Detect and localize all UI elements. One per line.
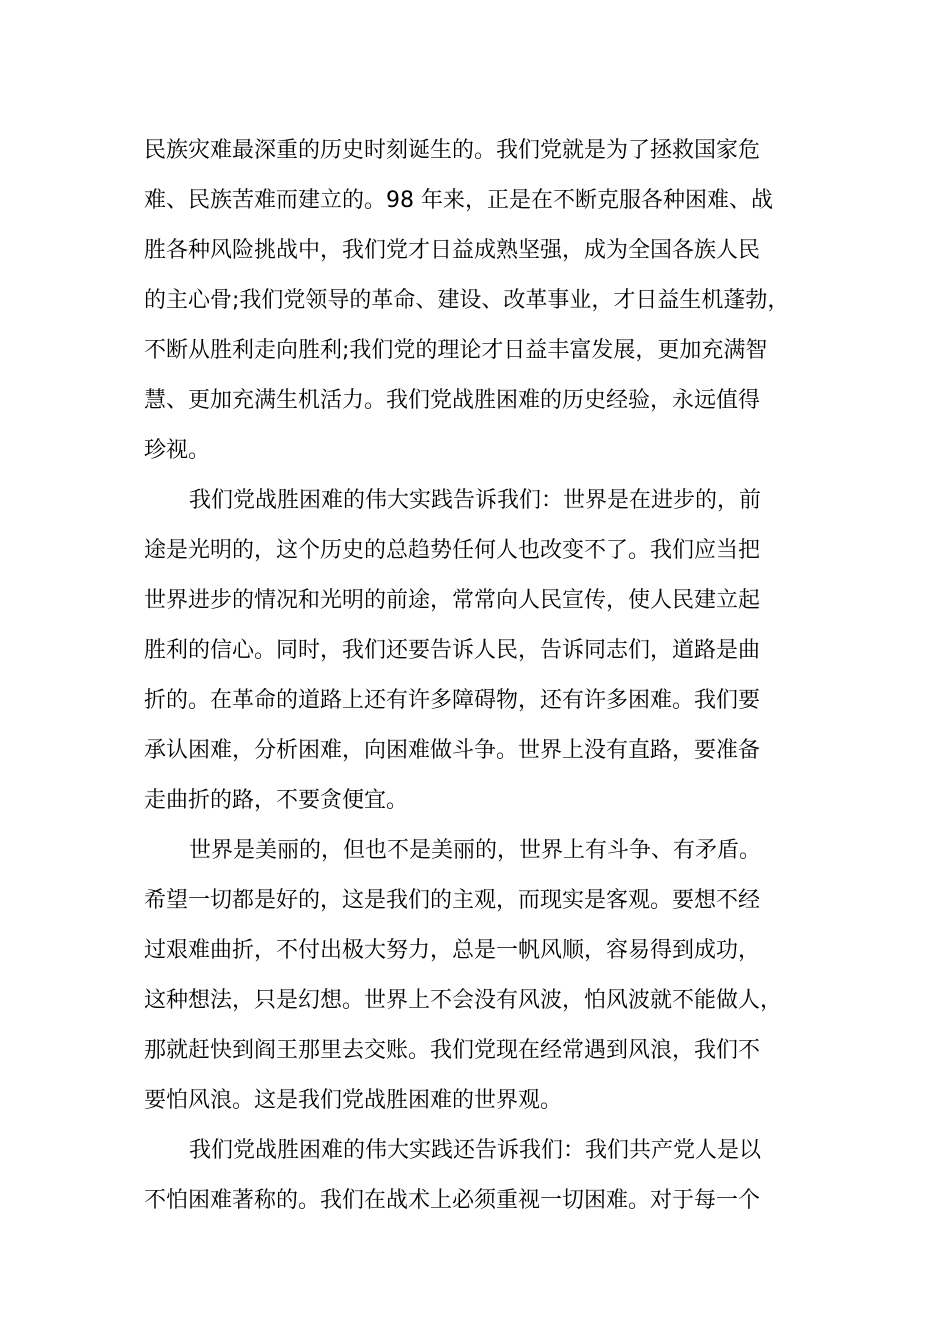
text-line: 的主心骨;我们党领导的革命、建设、改革事业，才日益生机蓬勃，: [144, 288, 790, 313]
text-line: 过艰难曲折，不付出极大努力，总是一帆风顺，容易得到成功，: [144, 938, 761, 963]
text-line: 珍视。: [144, 438, 211, 463]
paragraph-start-line: 世界是美丽的，但也不是美丽的，世界上有斗争、有矛盾。: [189, 838, 762, 863]
text-line: 胜利的信心。同时，我们还要告诉人民，告诉同志们，道路是曲: [144, 638, 761, 663]
text-line: 途是光明的，这个历史的总趋势任何人也改变不了。我们应当把: [144, 538, 761, 563]
document-body: [144, 126, 794, 1226]
text-line: 折的。在革命的道路上还有许多障碍物，还有许多困难。我们要: [144, 688, 761, 713]
text-line: 走曲折的路，不要贪便宜。: [144, 788, 409, 813]
paragraph-start-line: 我们党战胜困难的伟大实践还告诉我们：我们共产党人是以: [189, 1138, 762, 1163]
text-line: 那就赶快到阎王那里去交账。我们党现在经常遇到风浪，我们不: [144, 1038, 761, 1063]
text-line: 这种想法，只是幻想。世界上不会没有风波，怕风波就不能做人，: [144, 988, 783, 1013]
text-line: 承认困难，分析困难，向困难做斗争。世界上没有直路，要准备: [144, 738, 761, 763]
text-line: 不断从胜利走向胜利;我们党的理论才日益丰富发展，更加充满智: [144, 338, 768, 363]
text-line: 要怕风浪。这是我们党战胜困难的世界观。: [144, 1088, 563, 1113]
paragraph-start-line: 我们党战胜困难的伟大实践告诉我们：世界是在进步的，前: [189, 488, 762, 513]
text-line: 难、民族苦难而建立的。98 年来，正是在不断克服各种困难、战: [144, 188, 773, 213]
text-line: 慧、更加充满生机活力。我们党战胜困难的历史经验，永远值得: [144, 388, 761, 413]
text-line: 希望一切都是好的，这是我们的主观，而现实是客观。要想不经: [144, 888, 761, 913]
text-line: 民族灾难最深重的历史时刻诞生的。我们党就是为了拯救国家危: [144, 138, 761, 163]
text-line: 胜各种风险挑战中，我们党才日益成熟坚强，成为全国各族人民: [144, 238, 761, 263]
text-line: 世界进步的情况和光明的前途，常常向人民宣传，使人民建立起: [144, 588, 761, 613]
text-line: 不怕困难著称的。我们在战术上必须重视一切困难。对于每一个: [144, 1188, 761, 1213]
